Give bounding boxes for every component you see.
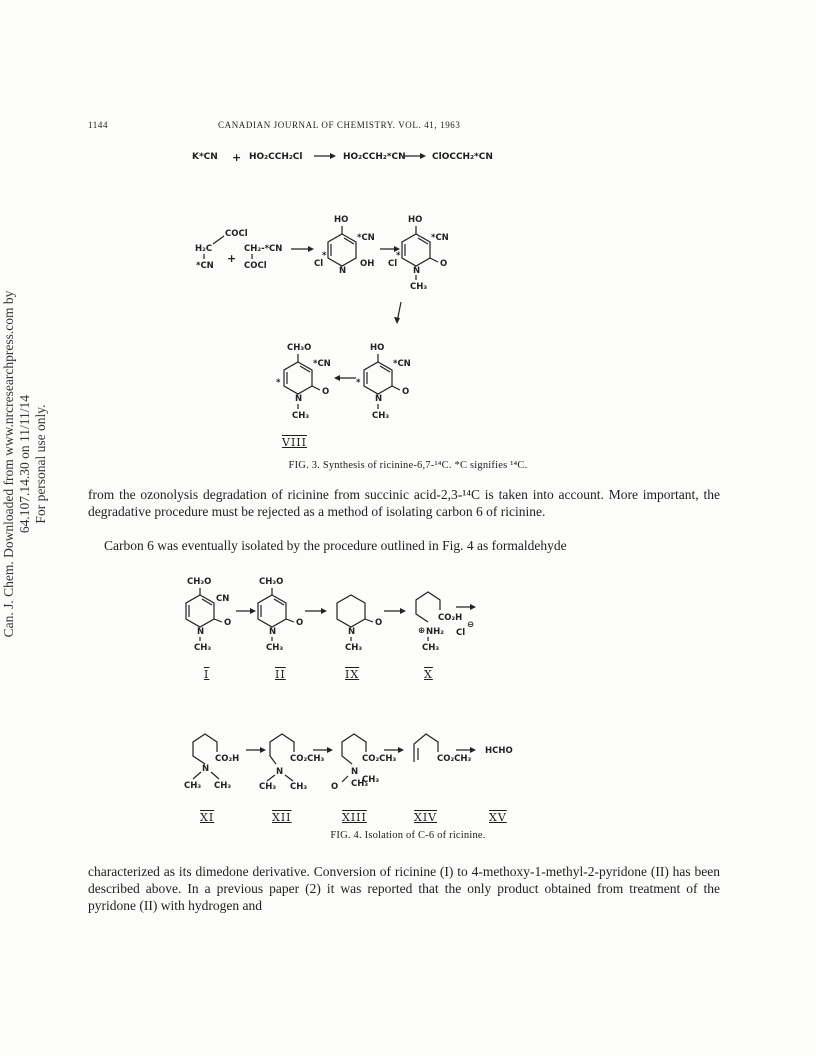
compound-label-ix: IX [345, 668, 360, 681]
ring2-cn: *CN [431, 233, 449, 243]
label-plus: + [227, 252, 237, 265]
cpd9-n: N [348, 627, 356, 637]
ricinine-star: * [276, 378, 281, 388]
ring1-cn: *CN [357, 233, 375, 243]
ring2-star: * [396, 251, 401, 261]
label-cocl-b: COCl [244, 261, 267, 271]
ring2-o: O [440, 259, 448, 269]
cpd13-co2ch3: CO₂CH₃ [362, 754, 397, 764]
cpd10-cl: Cl [456, 628, 466, 638]
hydroxy-cn: *CN [393, 359, 411, 369]
fig4-caption: FIG. 4. Isolation of C-6 of ricinine. [330, 830, 486, 841]
compound-label-i: I [204, 668, 210, 681]
cpd2-n: N [269, 627, 277, 637]
cpd2-o: O [296, 618, 304, 628]
cpd1-ch3o: CH₃O [187, 577, 212, 587]
cpd10-minus: ⊖ [467, 620, 475, 630]
cpd9-o: O [375, 618, 383, 628]
cpd12-n: N [276, 767, 284, 777]
hydroxy-ho: HO [370, 343, 385, 353]
label-cn-star: *CN [196, 261, 214, 271]
compound-label-xii: XII [272, 811, 292, 824]
ricinine-o: O [322, 387, 330, 397]
ring1-oh: OH [360, 259, 375, 269]
ring2-n: N [413, 266, 421, 276]
cpd13-ch3-b: CH₃ [362, 775, 380, 785]
cpd1-cn: CN [216, 594, 230, 604]
ring1-star: * [322, 251, 327, 261]
cpd15-hcho: HCHO [485, 746, 513, 756]
label-cocl-a: COCl [225, 229, 248, 239]
ricinine-ch3o: CH₃O [287, 343, 312, 353]
compound-label-ii: II [275, 668, 286, 681]
journal-header: CANADIAN JOURNAL OF CHEMISTRY. VOL. 41, 1963 [218, 120, 461, 130]
compound-label-xiii: XIII [342, 811, 367, 824]
body-paragraph-3: characterized as its dimedone derivative. Conversion of ricinine (I) to 4-methoxy-1-methyl-2-pyridone (II) has been described above. In a previous paper (2) it was reported that the only product obtained from treatment of the pyridone (II) with hydrogen and [88, 864, 720, 913]
cpd11-ch3-b: CH₃ [214, 781, 232, 791]
cpd13-n: N [351, 767, 359, 777]
ring1-ho: HO [334, 215, 349, 225]
cpd1-n: N [197, 627, 205, 637]
reagent-chloroacetic-acid: HO₂CCH₂Cl [249, 152, 303, 162]
cpd9-ch3: CH₃ [345, 643, 363, 653]
body-paragraph-2: Carbon 6 was eventually isolated by the procedure outlined in Fig. 4 as formaldehyde [104, 538, 567, 553]
ring2-ch3: CH₃ [410, 282, 428, 292]
ricinine-n: N [295, 394, 303, 404]
product-cyanoacetyl-chloride: ClOCCH₂*CN [432, 152, 493, 162]
hydroxy-ch3: CH₃ [372, 411, 390, 421]
cpd2-ch3: CH₃ [266, 643, 284, 653]
reagent-kcn: K*CN [192, 152, 218, 162]
ring1-n: N [339, 266, 347, 276]
ring2-cl: Cl [388, 259, 398, 269]
hydroxy-star: * [356, 378, 361, 388]
hydroxy-o: O [402, 387, 410, 397]
compound-label-viii: VIII [282, 436, 307, 449]
label-h2c: H₂C [195, 244, 213, 254]
compound-label-x: X [424, 668, 433, 681]
sidebar-personal-use: For personal use only. [33, 404, 48, 524]
cpd11-n: N [202, 764, 210, 774]
body-paragraph-1: from the ozonolysis degradation of ricinine from succinic acid-2,3-¹⁴C is taken into account. More important, the degradative procedure must be rejected as a method of isolating carbon 6 of ricinine. [88, 487, 720, 519]
sidebar-download-notice: Can. J. Chem. Downloaded from www.nrcresearchpress.com by 64.107.14.30 on 11/11/14 [1, 290, 32, 638]
compound-label-xv: XV [489, 811, 507, 824]
cpd12-ch3-a: CH₃ [259, 782, 277, 792]
fig3-caption: FIG. 3. Synthesis of ricinine-6,7-¹⁴C. *C signifies ¹⁴C. [288, 460, 528, 471]
cpd13-o: O [331, 782, 339, 792]
cpd14-co2ch3: CO₂CH₃ [437, 754, 472, 764]
cpd1-ch3: CH₃ [194, 643, 212, 653]
product-cyanoacetic-acid: HO₂CCH₂*CN [343, 152, 406, 162]
reaction-plus: + [232, 151, 242, 164]
cpd12-co2ch3: CO₂CH₃ [290, 754, 325, 764]
cpd1-o: O [224, 618, 232, 628]
cpd10-co2h: CO₂H [438, 613, 463, 623]
ricinine-cn: *CN [313, 359, 331, 369]
ricinine-ch3: CH₃ [292, 411, 310, 421]
ring1-cl: Cl [314, 259, 324, 269]
cpd12-ch3-b: CH₃ [290, 782, 308, 792]
cpd11-co2h: CO₂H [215, 754, 240, 764]
cpd10-ch3: CH₃ [422, 643, 440, 653]
page-number: 1144 [88, 120, 109, 130]
cpd13-ch3-a: CH₃ [351, 779, 369, 789]
cpd11-ch3-a: CH₃ [184, 781, 202, 791]
cpd2-ch3o: CH₃O [259, 577, 284, 587]
cpd10-plus: ⊕ [418, 626, 426, 636]
hydroxy-n: N [375, 394, 383, 404]
cpd10-nh2: NH₂ [426, 627, 444, 637]
compound-label-xi: XI [200, 811, 215, 824]
label-ch2-cn: CH₂-*CN [244, 244, 283, 254]
ring2-ho: HO [408, 215, 423, 225]
compound-label-xiv: XIV [414, 811, 438, 824]
